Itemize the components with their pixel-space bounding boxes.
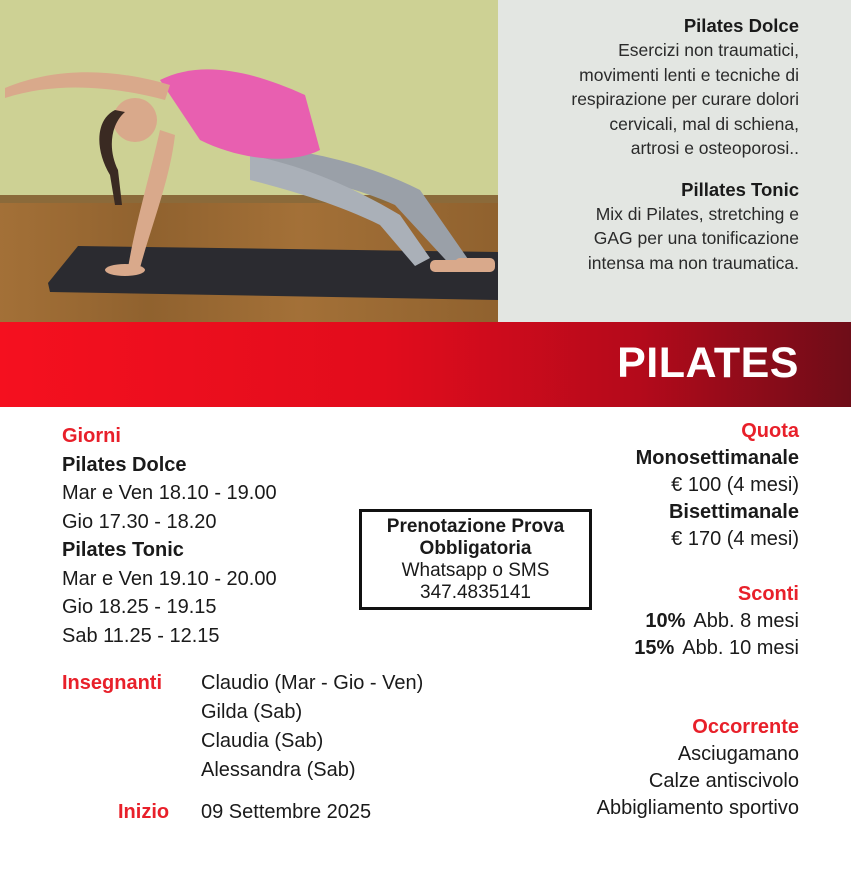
tonic-line: GAG per una tonificazione (593, 228, 799, 248)
tonic-label: Pilates Tonic (62, 539, 184, 561)
title-banner (0, 322, 851, 407)
discount-text: Abb. 10 mesi (682, 637, 799, 659)
bi-price: € 170 (4 mesi) (671, 528, 799, 550)
teacher-names (201, 669, 423, 785)
discount-percent: 15% (634, 637, 675, 659)
pricing-section (597, 418, 799, 822)
booking-phone: 347.4835141 (420, 582, 531, 603)
sconti-section (597, 581, 799, 662)
start-date: 09 Settembre 2025 (201, 801, 372, 823)
sconti-heading: Sconti (737, 583, 799, 605)
side-plank-illustration (0, 0, 498, 322)
tonic-title: Pillates Tonic (681, 178, 799, 200)
bi-label: Bisettimanale (668, 501, 799, 523)
inizio-label: Inizio (118, 801, 170, 823)
teacher-name: Gilda (Sab) (201, 701, 303, 723)
occorrente-item: Calze antiscivolo (648, 770, 799, 792)
booking-line: Prenotazione Prova (386, 516, 565, 537)
schedule-time: Gio 17.30 - 18.20 (62, 510, 217, 533)
description-panel (498, 0, 851, 322)
teacher-name: Claudio (Mar - Gio - Ven) (201, 672, 424, 694)
banner-title: PILATES (617, 339, 799, 387)
tonic-line: Mix di Pilates, stretching e (595, 203, 799, 224)
discount-row (597, 635, 799, 662)
schedule-section (62, 422, 277, 650)
discount-text: Abb. 8 mesi (693, 610, 799, 632)
dolce-label: Pilates Dolce (62, 453, 187, 476)
booking-line: Obbligatoria (419, 538, 532, 559)
discount-percent: 10% (645, 610, 686, 632)
pilates-photo (0, 0, 498, 322)
dolce-line: cervicali, mal di schiena, (609, 113, 799, 134)
schedule-time: Mar e Ven 19.10 - 20.00 (62, 567, 277, 590)
mono-price: € 100 (4 mesi) (671, 474, 799, 496)
quota-heading: Quota (741, 420, 799, 442)
booking-contact: Whatsapp o SMS (401, 560, 550, 581)
dolce-line: artrosi e osteoporosi.. (630, 138, 799, 158)
discount-row (597, 608, 799, 635)
occorrente-section (597, 714, 799, 822)
dolce-line: Esercizi non traumatici, (618, 40, 799, 60)
dolce-line: respirazione per curare dolori (571, 89, 799, 109)
occorrente-item: Asciugamano (677, 743, 799, 765)
dolce-line: movimenti lenti e tecniche di (579, 64, 799, 85)
teacher-name: Claudia (Sab) (201, 730, 324, 752)
insegnanti-label: Insegnanti (62, 672, 163, 694)
schedule-time: Sab 11.25 - 12.15 (62, 624, 220, 647)
occorrente-heading: Occorrente (692, 716, 799, 738)
schedule-time: Gio 18.25 - 19.15 (62, 596, 217, 618)
dolce-title: Pilates Dolce (683, 15, 799, 36)
tonic-line: intensa ma non traumatica. (587, 252, 799, 273)
teacher-name: Alessandra (Sab) (201, 759, 356, 781)
occorrente-item: Abbigliamento sportivo (596, 797, 799, 819)
booking-box (359, 509, 592, 610)
mono-label: Monosettimanale (635, 447, 799, 469)
giorni-heading: Giorni (62, 425, 121, 447)
schedule-time: Mar e Ven 18.10 - 19.00 (62, 482, 277, 504)
